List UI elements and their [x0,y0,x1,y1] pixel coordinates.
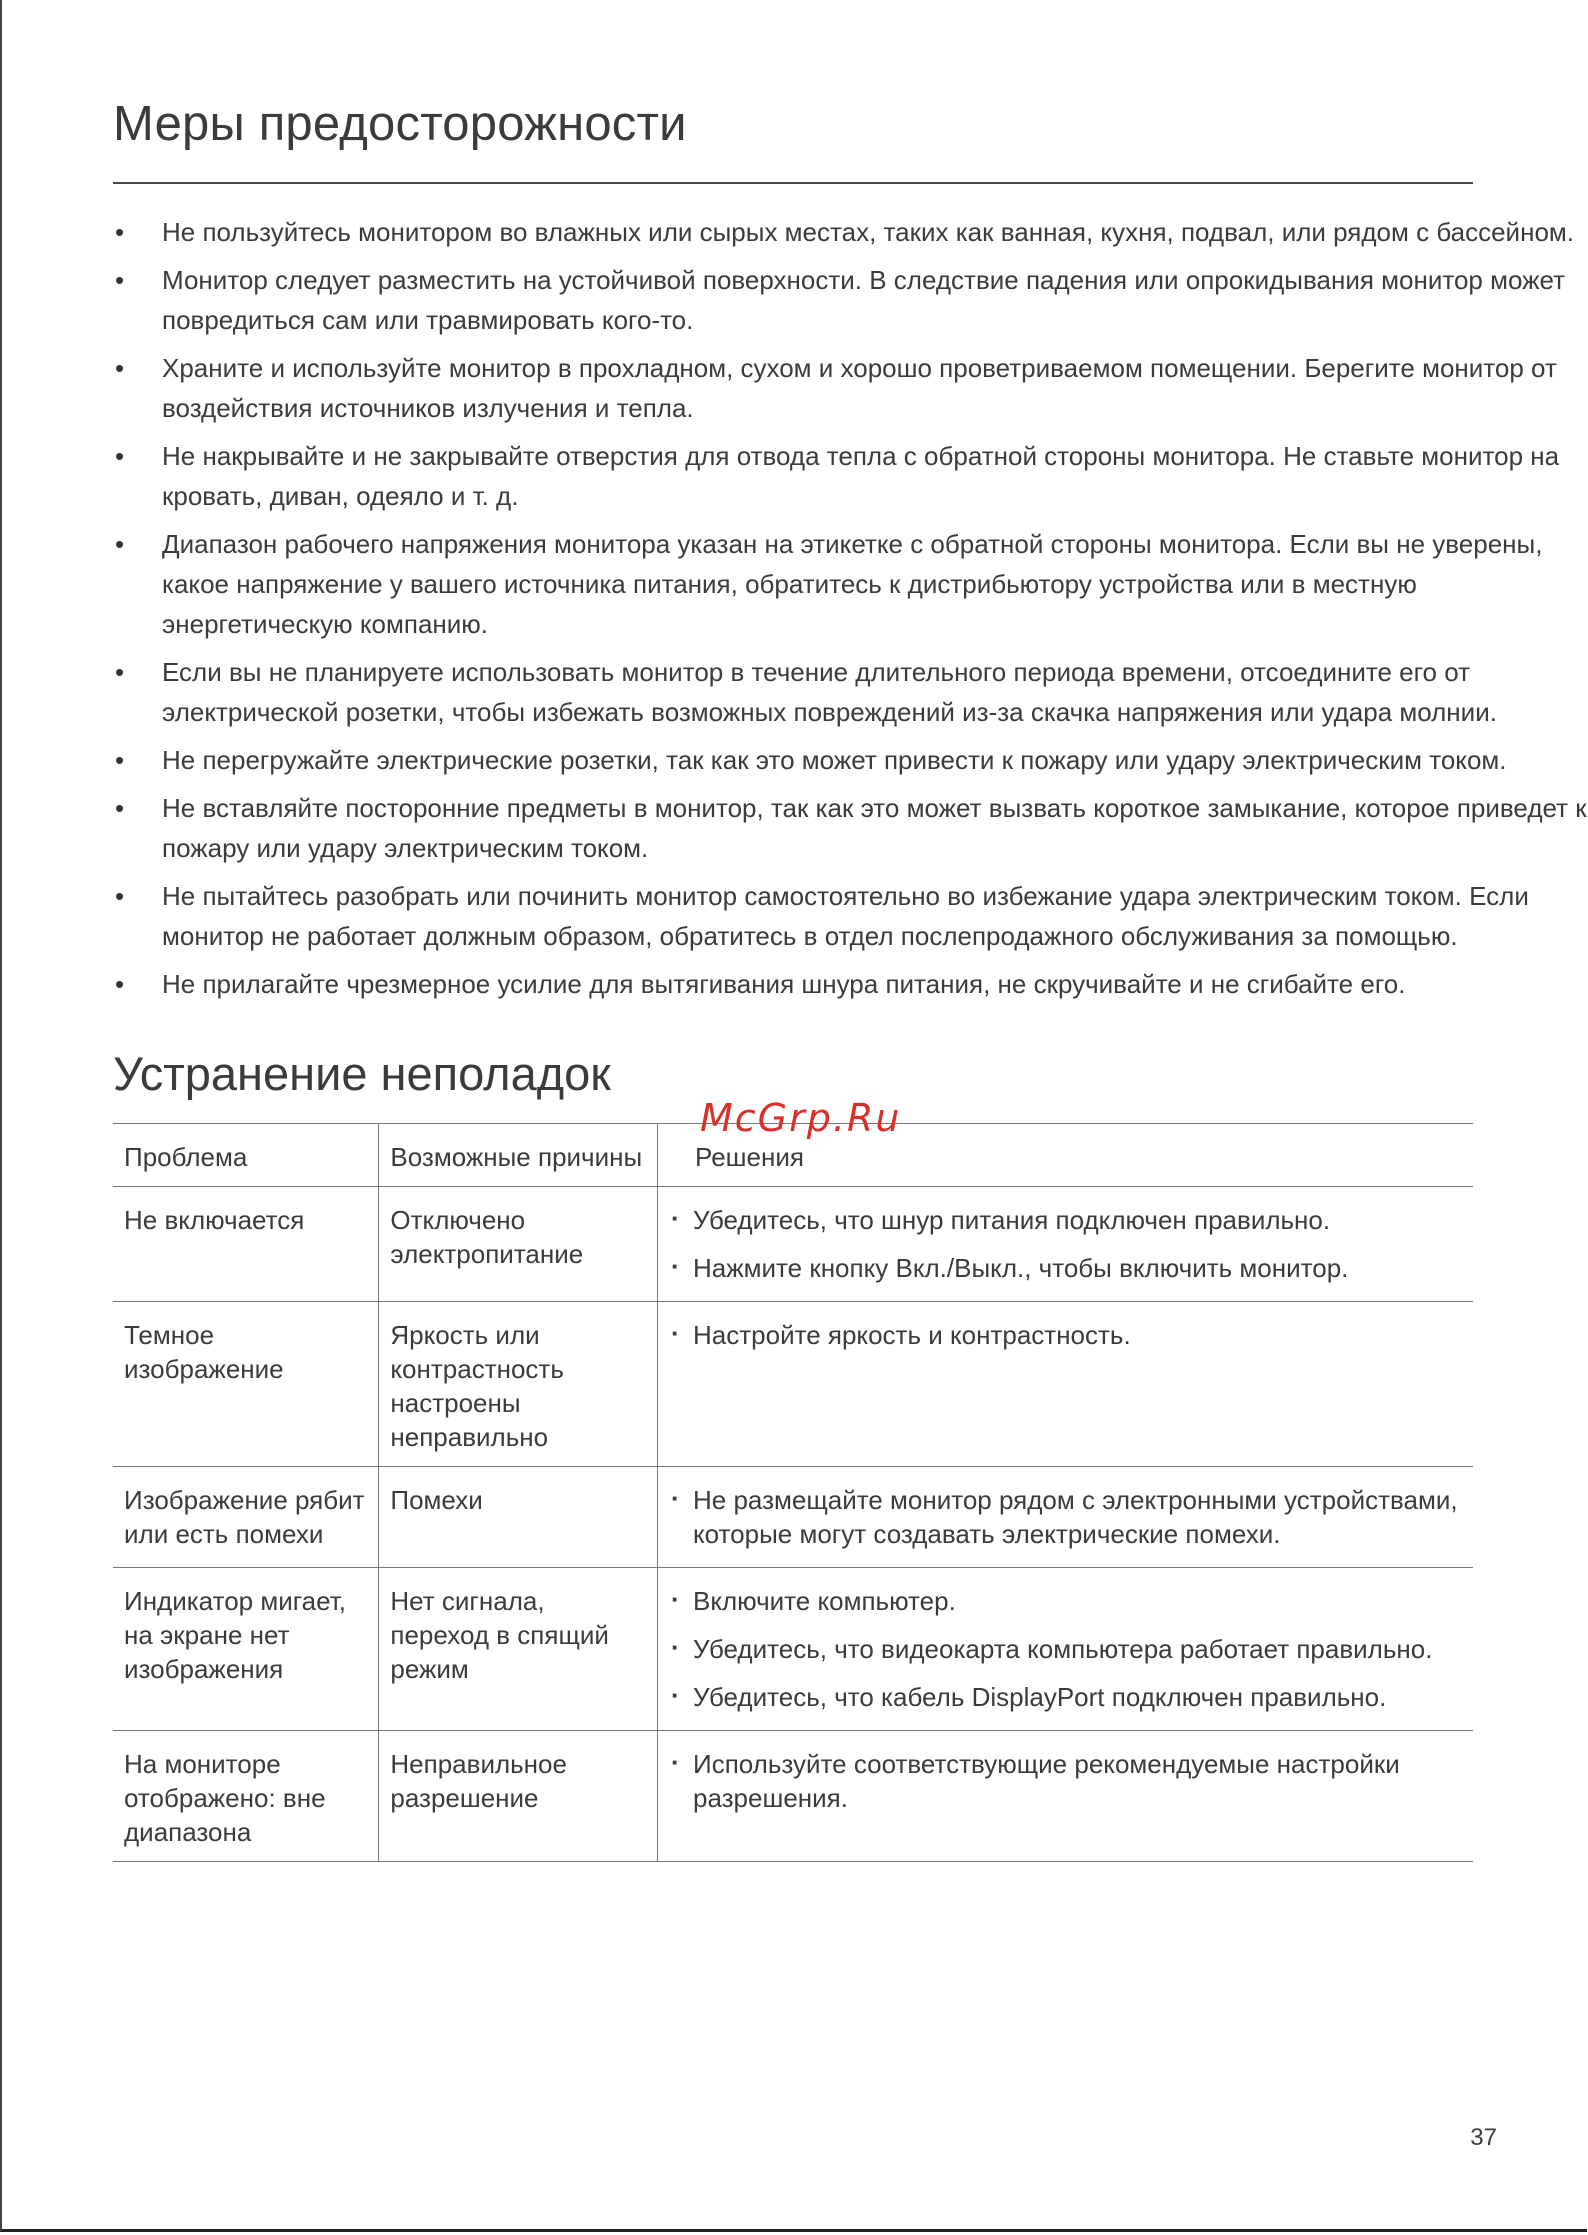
list-item: • Не накрывайте и не закрывайте отверстия для отвода тепла с обратной стороны монитора. Не ставьте монитор на кровать, диван, одеяло и т. д. [113,436,1588,516]
cause-cell: Нет сигнала, переход в спящий режим [379,1568,658,1731]
problem-cell: Индикатор мигает, на экране нет изображения [113,1568,379,1731]
problem-cell: Изображение рябит или есть помехи [113,1467,379,1568]
header-causes: Возможные причины [379,1124,658,1187]
precautions-title: Меры предосторожности [113,97,687,151]
table-row [113,1302,1473,1467]
list-item: • Если вы не планируете использовать монитор в течение длительного периода времени, отсоедините его от электрической розетки, чтобы избежать возможных повреждений из-за скачка напряжения или удара молнии. [113,652,1588,732]
list-item: • Не перегружайте электрические розетки, так как это может привести к пожару или удару электрическим током. [113,740,1588,780]
solution-item: · Включите компьютер. [671,1584,1463,1618]
solutions-cell [658,1568,1474,1731]
watermark: McGrp.Ru [700,1096,902,1140]
cause-cell: Помехи [379,1467,658,1568]
list-item: • Не вставляйте посторонние предметы в монитор, так как это может вызвать короткое замыкание, которое приведет к пожару или удару электрическим током. [113,788,1588,868]
solution-item: · Нажмите кнопку Вкл./Выкл., чтобы включить монитор. [671,1251,1463,1285]
table-row [113,1568,1473,1731]
solution-item: · Убедитесь, что шнур питания подключен правильно. [671,1203,1463,1237]
problem-cell: На мониторе отображено: вне диапазона [113,1731,379,1862]
table-row [113,1187,1473,1302]
solutions-cell [658,1187,1474,1302]
problem-cell: Темное изображение [113,1302,379,1467]
solutions-cell [658,1467,1474,1568]
list-item: • Диапазон рабочего напряжения монитора указан на этикетке с обратной стороны монитора. Если вы не уверены, какое напряжение у вашего источника питания, обратитесь к дистрибьютору устройства или в местную энергетическую компанию. [113,524,1588,644]
solution-item: · Убедитесь, что кабель DisplayPort подключен правильно. [671,1680,1463,1714]
solution-item: · Не размещайте монитор рядом с электронными устройствами, которые могут создавать электрические помехи. [671,1483,1463,1551]
table-row [113,1467,1473,1568]
solutions-cell [658,1302,1474,1467]
problem-cell: Не включается [113,1187,379,1302]
list-item: • Не прилагайте чрезмерное усилие для вытягивания шнура питания, не скручивайте и не сгибайте его. [113,964,1588,1004]
list-item: • Не пытайтесь разобрать или починить монитор самостоятельно во избежание удара электрическим током. Если монитор не работает должным образом, обратитесь в отдел послепродажного обслуживания за помощью. [113,876,1588,956]
solution-item: · Используйте соответствующие рекомендуемые настройки разрешения. [671,1747,1463,1815]
list-item: • Не пользуйтесь монитором во влажных или сырых местах, таких как ванная, кухня, подвал, или рядом с бассейном. [113,212,1588,252]
cause-cell: Неправильное разрешение [379,1731,658,1862]
header-problem: Проблема [113,1124,379,1187]
solution-item: · Убедитесь, что видеокарта компьютера работает правильно. [671,1632,1463,1666]
title-divider [113,182,1473,184]
troubleshooting-table [113,1123,1473,1862]
troubleshooting-title: Устранение неполадок [113,1047,611,1100]
cause-cell: Отключено электропитание [379,1187,658,1302]
solutions-cell [658,1731,1474,1862]
precautions-list [113,212,1587,1004]
table-row [113,1731,1473,1862]
page-content [113,96,1587,1862]
header-solutions: Решения [695,1142,804,1172]
cause-cell: Яркость или контрастность настроены неправильно [379,1302,658,1467]
solution-item: · Настройте яркость и контрастность. [671,1318,1463,1352]
page-number: 37 [1470,2124,1497,2151]
list-item: • Храните и используйте монитор в прохладном, сухом и хорошо проветриваемом помещении. Берегите монитор от воздействия источников излучения и тепла. [113,348,1588,428]
list-item: • Монитор следует разместить на устойчивой поверхности. В следствие падения или опрокидывания монитор может повредиться сам или травмировать кого-то. [113,260,1588,340]
